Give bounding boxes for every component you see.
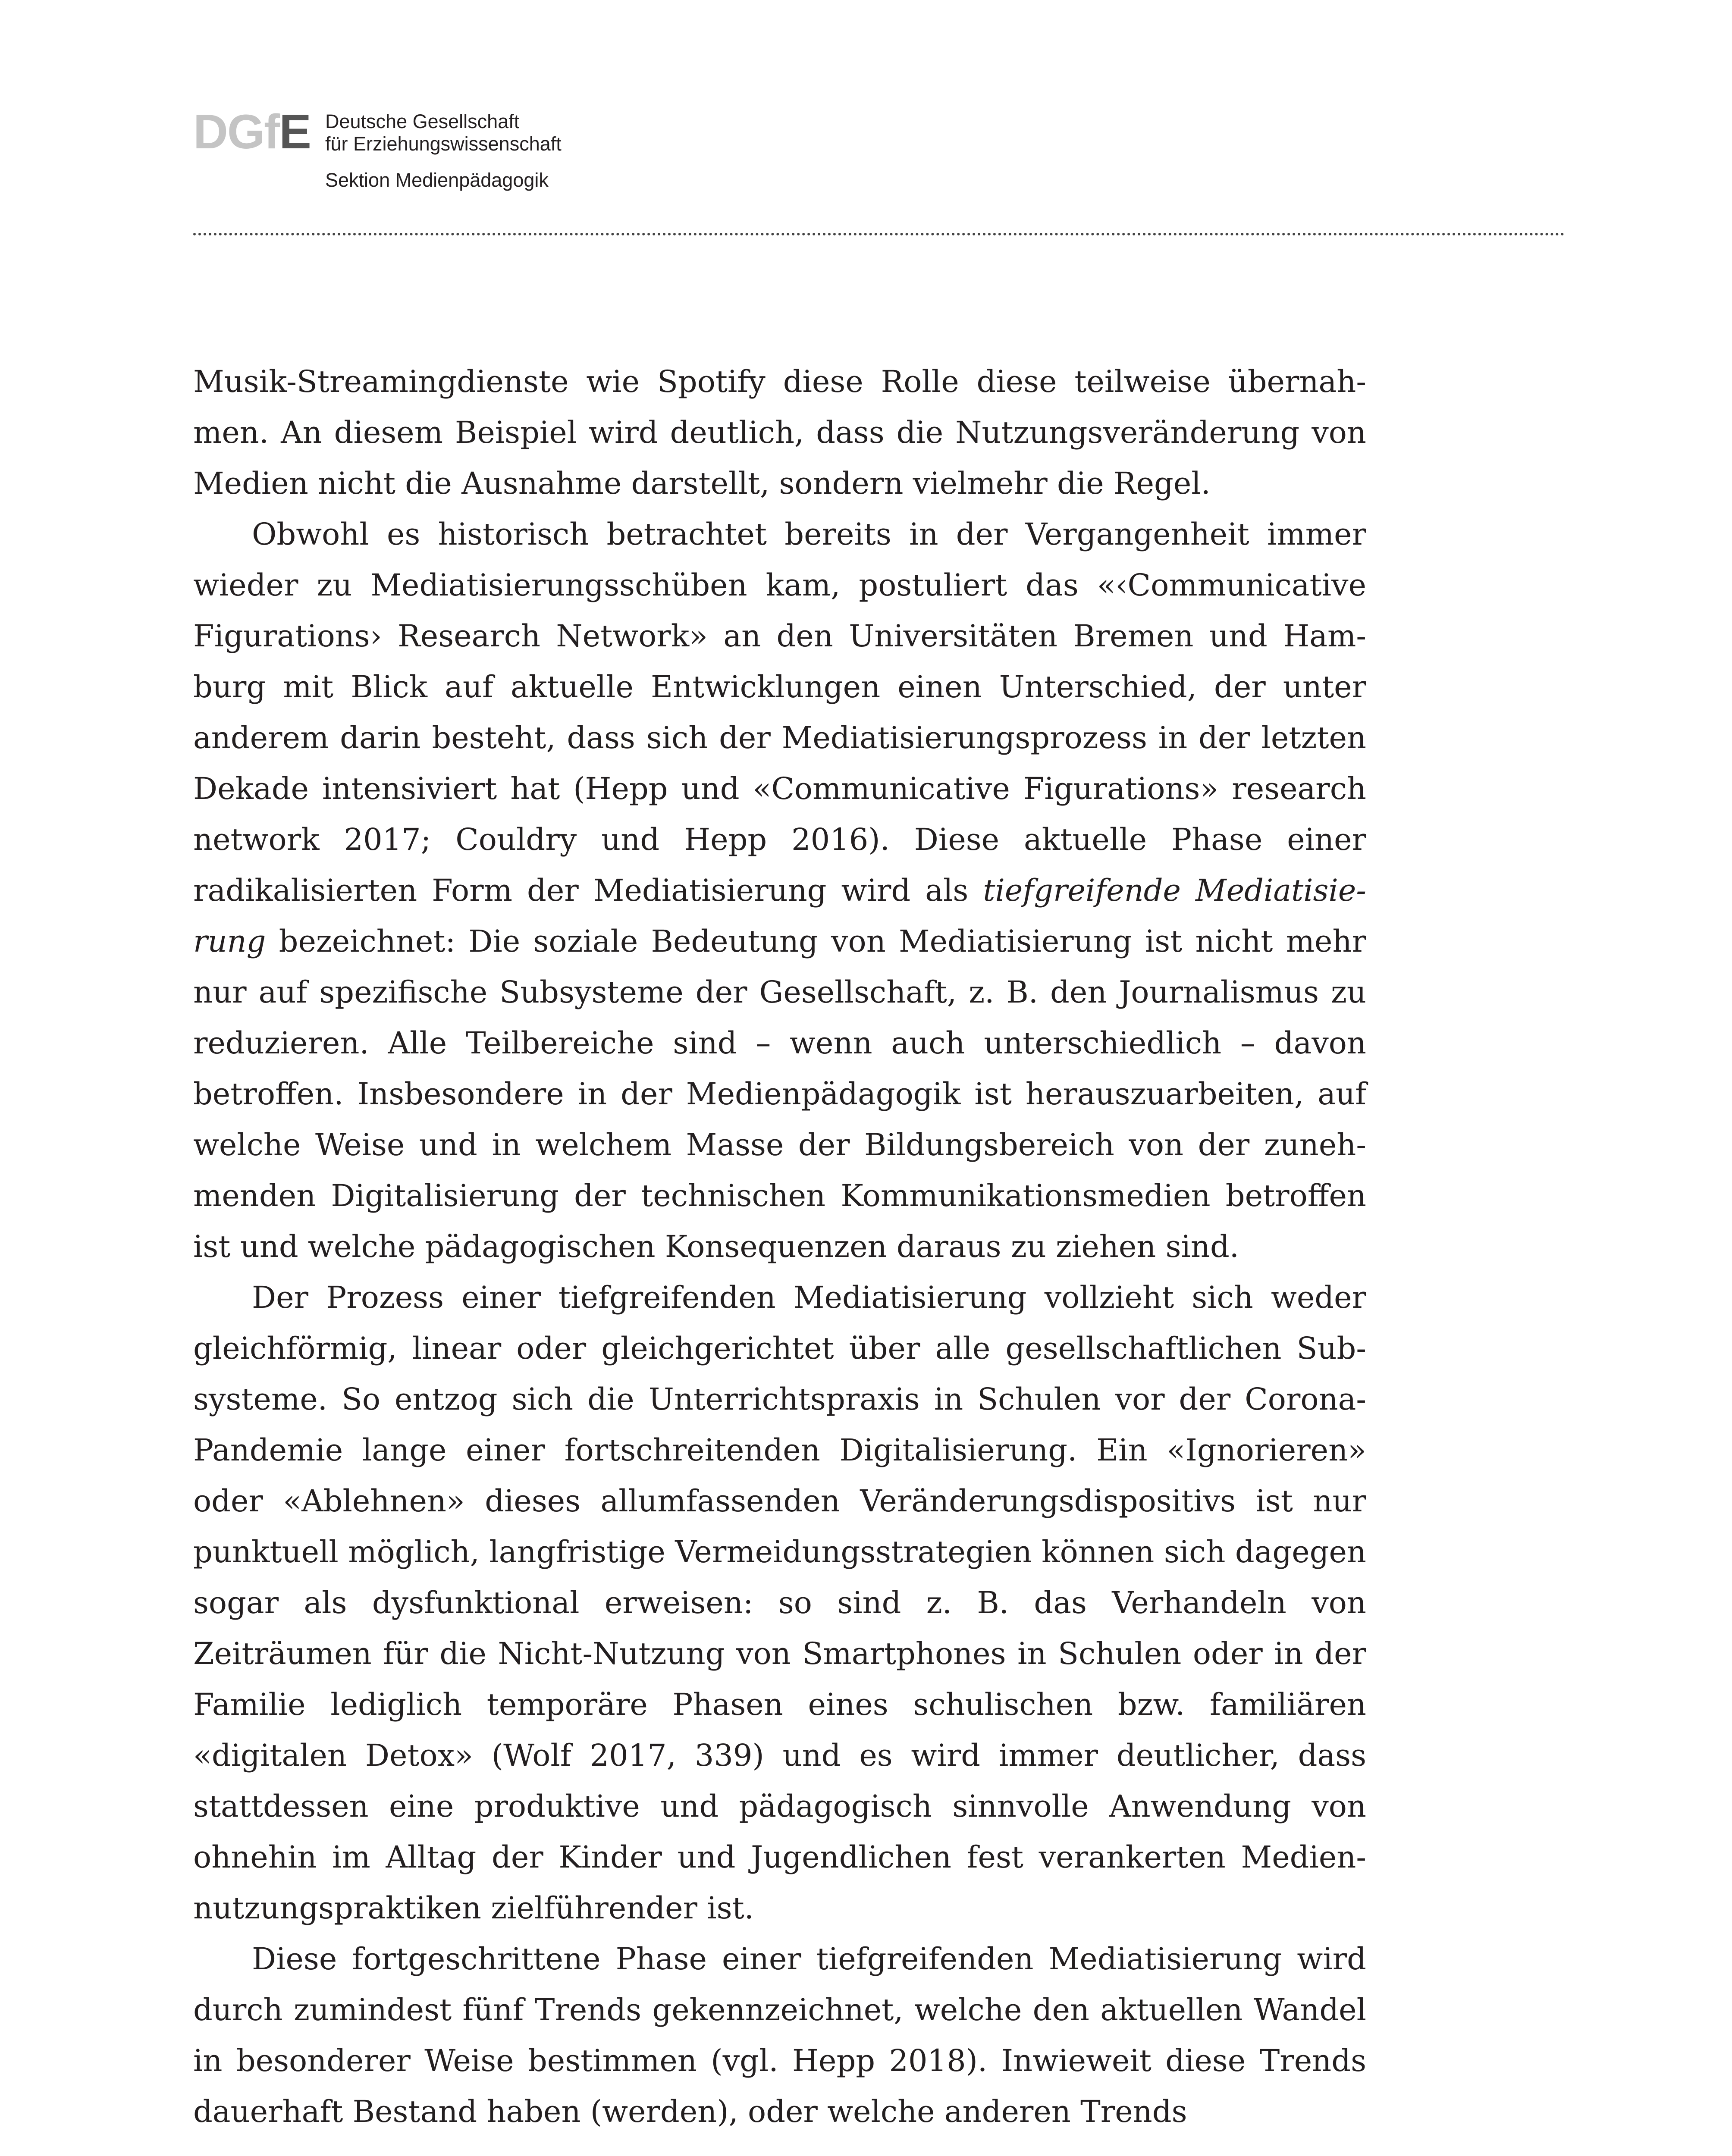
- logo-letters-dg: DG: [193, 105, 264, 159]
- page-header: [193, 105, 711, 203]
- organization-name: [325, 110, 562, 155]
- organization-name-line1: Deutsche Gesellschaft: [325, 110, 520, 132]
- paragraph-2-part-b: bezeichnet: Die soziale Bedeutung von Mediatisierung ist nicht mehr nur auf spezifische Subsysteme der Gesellschaft, z. B. den Journalismus zu reduzieren. Alle Teilbereiche sind – wenn auch unterschiedlich – davon betroffen. Insbesondere in der Medienpädagogik ist herauszuarbeiten, auf welche Weise und in welchem Masse der Bildungsbereich von der zunehmenden Digitalisierung der technischen Kommunikationsmedien betroffen ist und welche pädagogischen Konsequenzen daraus zu ziehen sind.: [193, 924, 1366, 1264]
- paragraph-2-part-a: Obwohl es historisch betrachtet bereits in der Vergangenheit immer wieder zu Mediatisierungsschüben kam, postuliert das «‹Communicative Figurations› Research Network» an den Universitäten Bremen und Hamburg mit Blick auf aktuelle Entwicklungen einen Unterschied, der unter anderem darin besteht, dass sich der Mediatisierungsprozess in der letzten Dekade intensiviert hat (Hepp und «Communicative Figurations» research network 2017; Couldry und Hepp 2016). Diese aktuelle Phase einer radikalisierten Form der Mediatisierung wird als: [193, 517, 1366, 908]
- dgfe-logo: [193, 105, 311, 159]
- logo-letter-e: E: [279, 105, 311, 159]
- paragraph-3: Der Prozess einer tiefgreifenden Mediatisierung vollzieht sich weder gleichförmig, linear oder gleichgerichtet über alle gesellschaftlichen Subsysteme. So entzog sich die Unterrichtspraxis in Schulen vor der Corona-Pandemie lange einer fortschreitenden Digitalisierung. Ein «Ignorieren» oder «Ablehnen» dieses allumfassenden Veränderungsdispositivs ist nur punktuell möglich, langfristige Vermeidungsstrategien können sich dagegen sogar als dysfunktional erweisen: so sind z. B. das Verhandeln von Zeiträumen für die Nicht-Nutzung von Smartphones in Schulen oder in der Familie lediglich temporäre Phasen eines schulischen bzw. familiären «digitalen Detox» (Wolf 2017, 339) und es wird immer deutlicher, dass stattdessen eine produktive und pädagogisch sinnvolle Anwendung von ohnehin im Alltag der Kinder und Jugendlichen fest verankerten Mediennutzungspraktiken zielführender ist.: [193, 1280, 1366, 1926]
- paragraph-2-italic-term: tiefgreifende Mediatisierung: [193, 873, 1366, 959]
- section-name: Sektion Medienpädagogik: [325, 169, 549, 191]
- paragraph-1: Musik-Streamingdienste wie Spotify diese Rolle diese teilweise übernahmen. An diesem Beispiel wird deutlich, dass die Nutzungsveränderung von Medien nicht die Ausnahme darstellt, sondern vielmehr die Regel.: [193, 364, 1366, 501]
- organization-name-line2: für Erziehungswissenschaft: [325, 133, 562, 155]
- header-divider: [193, 233, 1565, 235]
- paragraph-2: [193, 509, 1366, 1272]
- main-text: [193, 356, 1366, 2137]
- logo-letter-f: f: [264, 105, 279, 159]
- paragraph-4: Diese fortgeschrittene Phase einer tiefgreifenden Mediatisierung wird durch zumindest fünf Trends gekennzeichnet, welche den aktuellen Wandel in besonderer Weise bestimmen (vgl. Hepp 2018). Inwieweit diese Trends dauerhaft Bestand haben (werden), oder welche anderen Trends: [193, 1941, 1366, 2129]
